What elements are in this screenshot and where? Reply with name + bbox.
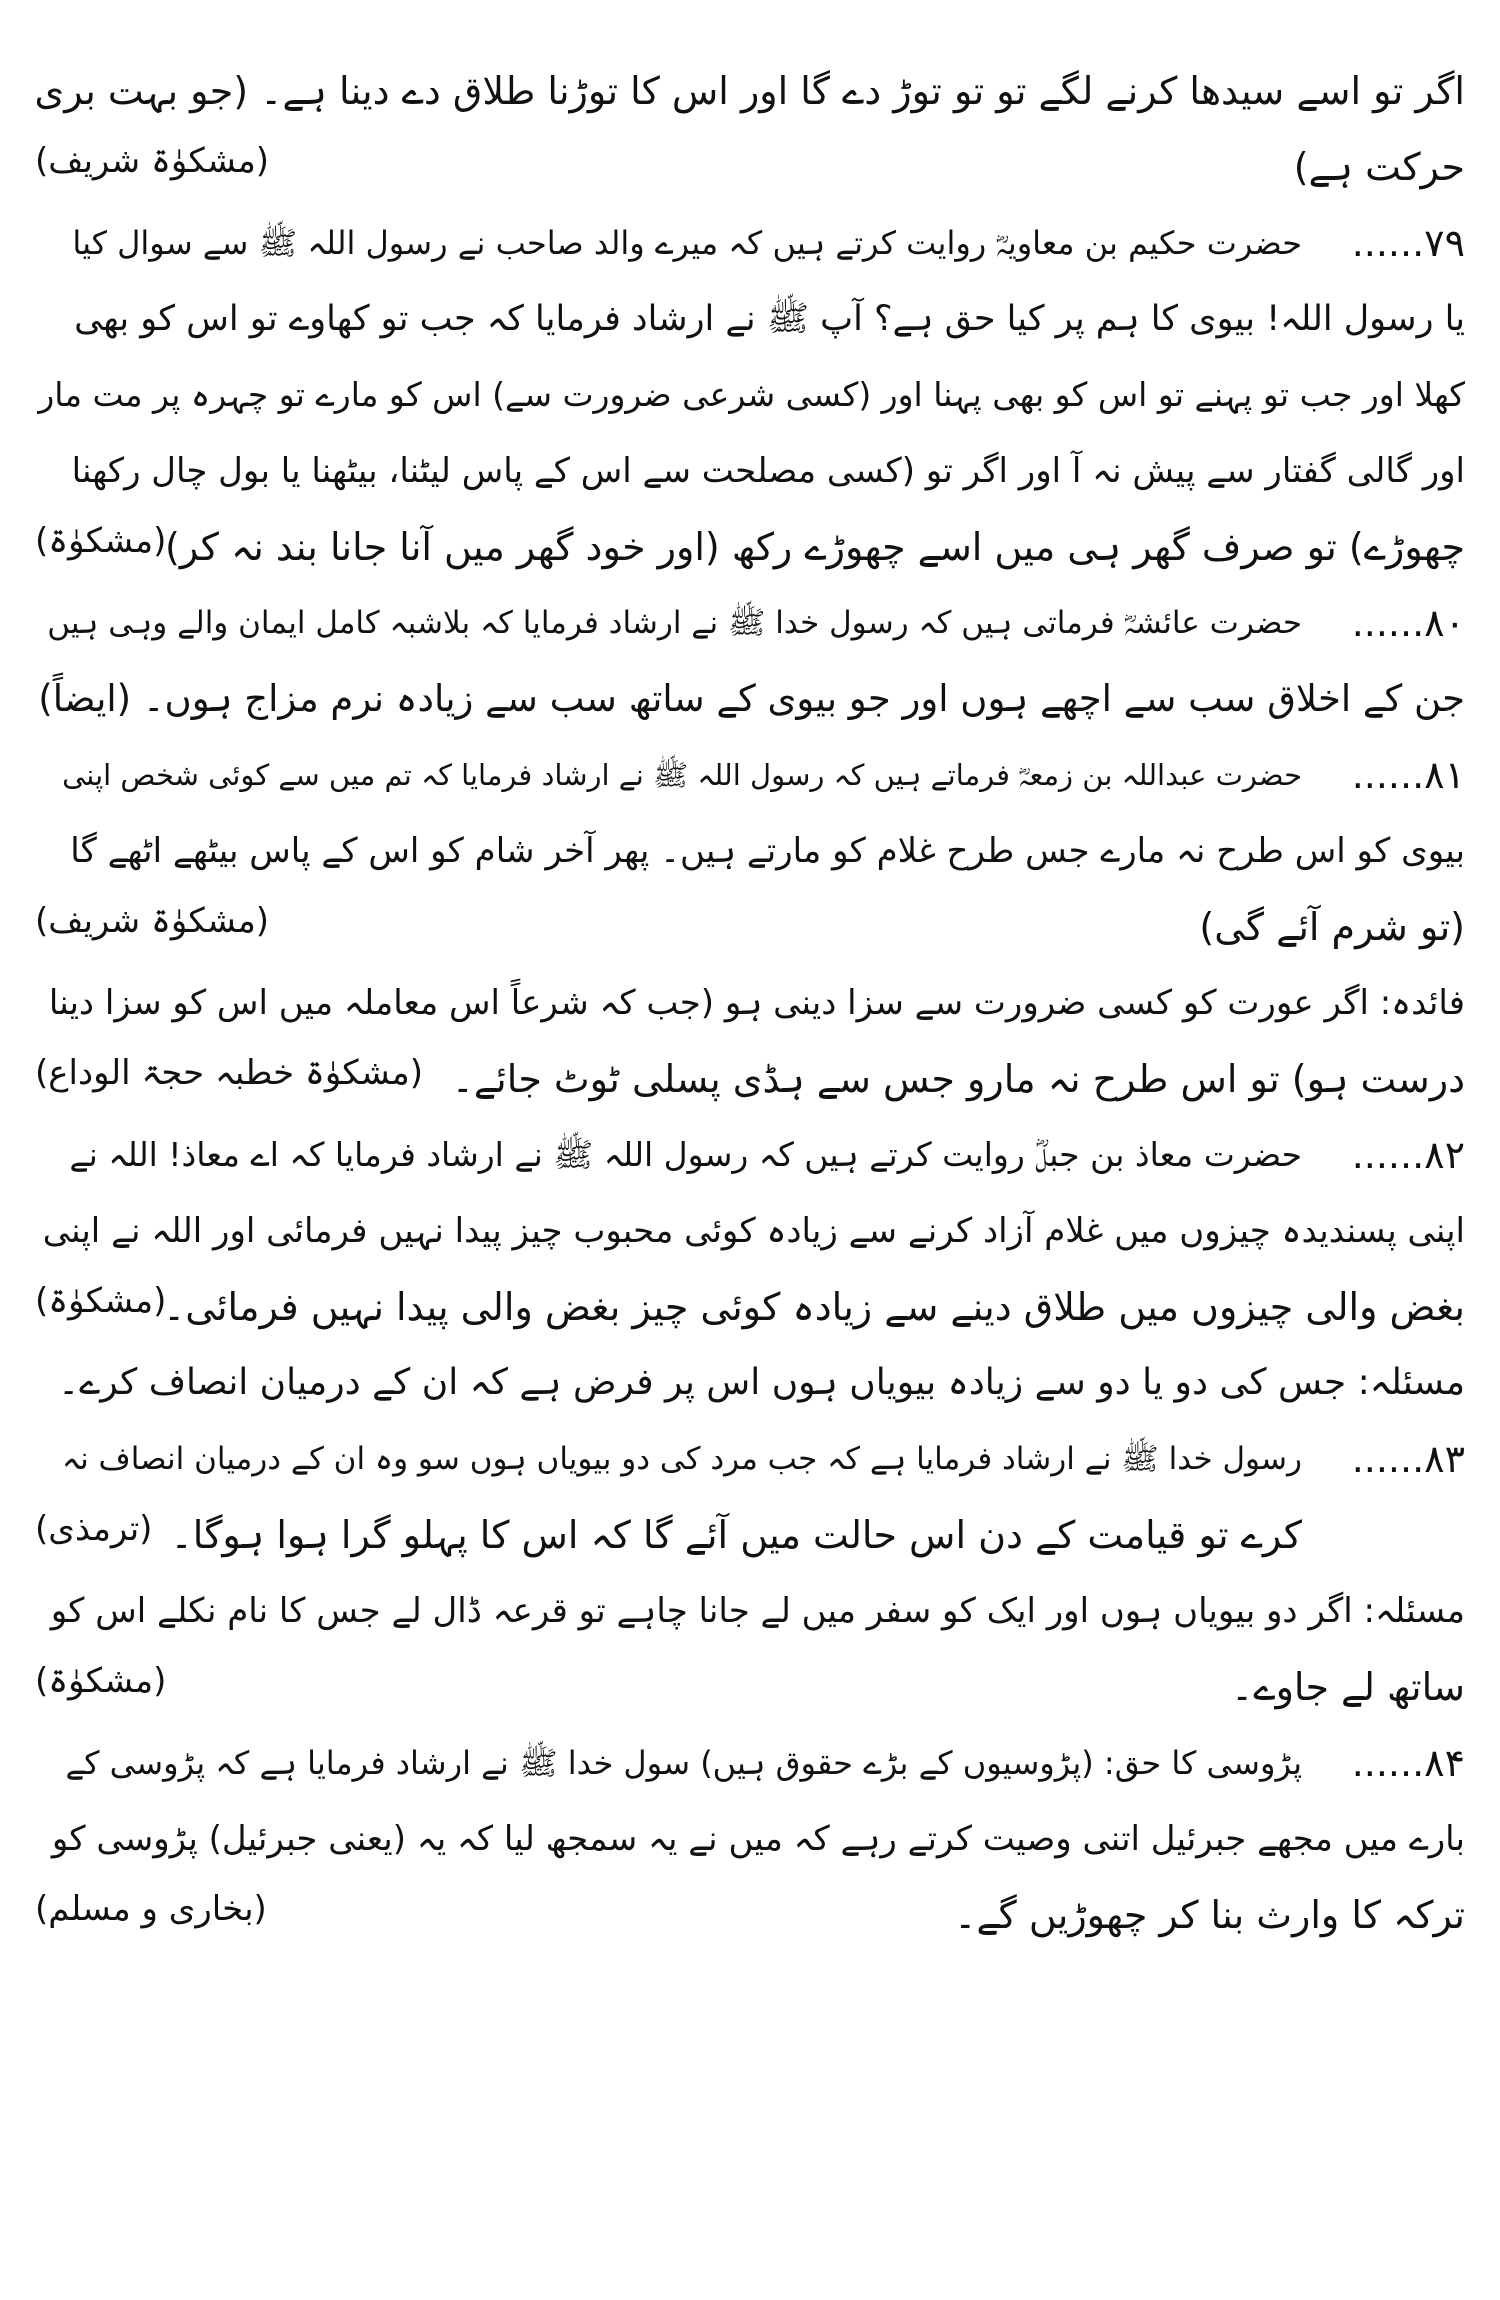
text-line: حضرت معاذ بن جبلؓ روایت کرتے ہیں کہ رسول اللہ ﷺ نے ارشاد فرمایا کہ اے معاذ! اللہ نے <box>69 1135 1302 1174</box>
text-line: حضرت حکیم بن معاویہؓ روایت کرتے ہیں کہ میرے والد صاحب نے رسول اللہ ﷺ سے سوال کیا <box>72 224 1302 262</box>
text-line: ساتھ لے جاوے۔ <box>1231 1665 1465 1709</box>
text-line: چھوڑے) تو صرف گھر ہی میں اسے چھوڑے رکھ (اور خود گھر میں آنا جانا بند نہ کر) <box>165 525 1465 569</box>
text-line: اگر تو اسے سیدھا کرنے لگے تو تو توڑ دے گا اور اس کا توڑنا طلاق دے دینا ہے۔ (جو بہت بری <box>35 69 1465 113</box>
text-line: مسئلہ: اگر دو بیویاں ہوں اور ایک کو سفر میں لے جانا چاہے تو قرعہ ڈال لے جس کا نام نکلے اس کو <box>50 1591 1465 1631</box>
text-line: بارے میں مجھے جبرئیل اتنی وصیت کرتے رہے کہ میں نے یہ سمجھ لیا کہ یہ (یعنی جبرئیل) پڑوسی کو <box>51 1819 1465 1859</box>
reference-citation: (مشکوٰۃ) <box>35 521 167 561</box>
text-line: (تو شرم آئے گی) <box>1199 905 1465 949</box>
text-line: مسئلہ: جس کی دو یا دو سے زیادہ بیویاں ہوں اس پر فرض ہے کہ ان کے درمیان انصاف کرے۔ <box>58 1362 1465 1403</box>
text-line: پڑوسی کا حق: (پڑوسیوں کے بڑے حقوق ہیں) سول خدا ﷺ نے ارشاد فرمایا ہے کہ پڑوسی کے <box>65 1744 1302 1782</box>
text-line: یا رسول اللہ! بیوی کا ہم پر کیا حق ہے؟ آپ ﷺ نے ارشاد فرمایا کہ جب تو کھاوے تو اس کو بھی <box>74 299 1465 339</box>
text-line: رسول خدا ﷺ نے ارشاد فرمایا ہے کہ جب مرد کی دو بیویاں ہوں سو وہ ان کے درمیان انصاف نہ <box>61 1441 1302 1477</box>
reference-citation: (بخاری و مسلم) <box>35 1889 267 1929</box>
text-line: درست ہو) تو اس طرح نہ مارو جس سے ہڈی پسلی ٹوٹ جائے۔ <box>451 1057 1465 1101</box>
reference-citation: (مشکوٰۃ) <box>35 1281 167 1321</box>
hadith-number: ۸۱...... <box>1351 753 1465 797</box>
text-line: حضرت عائشہؓ فرماتی ہیں کہ رسول خدا ﷺ نے ارشاد فرمایا کہ بلاشبہ کامل ایمان والے وہی ہیں <box>47 605 1302 641</box>
reference-citation: (مشکوٰۃ شریف) <box>35 901 270 941</box>
text-line: کرے تو قیامت کے دن اس حالت میں آئے گا کہ اس کا پہلو گرا ہوا ہوگا۔ <box>170 1513 1302 1557</box>
reference-citation: (مشکوٰۃ شریف) <box>35 141 270 181</box>
text-line: اپنی پسندیدہ چیزوں میں غلام آزاد کرنے سے زیادہ کوئی محبوب چیز پیدا نہیں فرمائی اور اللہ نے اپنی <box>42 1211 1465 1251</box>
hadith-number: ۸۰...... <box>1351 601 1465 645</box>
hadith-number: ۸۴...... <box>1351 1741 1465 1785</box>
text-line: ترکہ کا وارث بنا کر چھوڑیں گے۔ <box>954 1893 1465 1937</box>
hadith-number: ۸۲...... <box>1351 1133 1465 1177</box>
reference-citation: (ترمذی) <box>35 1509 153 1549</box>
text-line: بیوی کو اس طرح نہ مارے جس طرح غلام کو مارتے ہیں۔ پھر آخر شام کو اس کے پاس بیٹھے اٹھے گا <box>70 831 1465 871</box>
text-line: بغض والی چیزوں میں طلاق دینے سے زیادہ کوئی چیز بغض والی پیدا نہیں فرمائی۔ <box>163 1285 1465 1329</box>
text-line: جن کے اخلاق سب سے اچھے ہوں اور جو بیوی کے ساتھ سب سے زیادہ نرم مزاج ہوں۔ (ایضاً) <box>38 677 1465 720</box>
reference-citation: (مشکوٰۃ خطبہ حجۃ الوداع) <box>35 1053 423 1093</box>
hadith-number: ۷۹...... <box>1351 221 1465 265</box>
text-line: کھلا اور جب تو پہنے تو اس کو بھی پہنا اور (کسی شرعی ضرورت سے) اس کو مارے تو چہرہ پر مت مار <box>38 375 1465 414</box>
text-line: حرکت ہے) <box>1293 145 1465 189</box>
text-line: حضرت عبداللہ بن زمعہؓ فرماتے ہیں کہ رسول اللہ ﷺ نے ارشاد فرمایا کہ تم میں سے کوئی شخص اپنی <box>62 758 1302 792</box>
text-line: اور گالی گفتار سے پیش نہ آ اور اگر تو (کسی مصلحت سے اس کے پاس لیٹنا، بیٹھنا یا بول چال رکھنا <box>71 451 1465 491</box>
hadith-number: ۸۳...... <box>1351 1437 1465 1481</box>
text-line: فائدہ: اگر عورت کو کسی ضرورت سے سزا دینی ہو (جب کہ شرعاً اس معاملہ میں اس کو سزا دینا <box>48 983 1465 1023</box>
reference-citation: (مشکوٰۃ) <box>35 1661 167 1701</box>
